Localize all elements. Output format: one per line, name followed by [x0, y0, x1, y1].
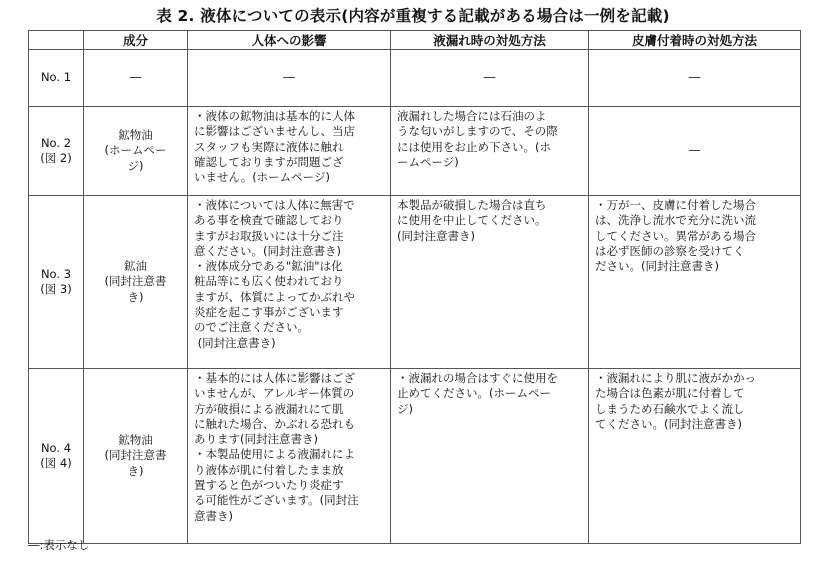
liquid-labeling-table	[28, 30, 801, 544]
row-no-text: No. 3 (図 3)	[40, 266, 72, 296]
header-skin: 皮膚付着時の対処方法	[589, 31, 801, 50]
row-leak: ・液漏れの場合はすぐに使用を 止めてください。(ホームペー ジ)	[391, 369, 589, 544]
row-leak: ―	[391, 50, 589, 107]
header-row	[29, 31, 801, 50]
row-effect: ・基本的には人体に影響はござ いませんが、アレルギー体質の 方が破損による液漏れにて肌 に触れた場合、かぶれる恐れも あります(同封注意書き) ・本製品使用による液漏れによ り液体が肌に付着したまま放 置すると色がついたり炎症す る可能性がございます。(同封注 意書き)	[188, 369, 391, 544]
row-component	[84, 50, 188, 107]
row-component	[84, 196, 188, 369]
row-skin: ・液漏れにより肌に液がかかっ た場合は色素が肌に付着して しまうため石鹸水でよく流し てください。(同封注意書き)	[589, 369, 801, 544]
row-no-text: No. 2 (図 2)	[40, 135, 72, 165]
header-component: 成分	[84, 31, 188, 50]
row-skin: ―	[589, 107, 801, 196]
row-effect: ・液体の鉱物油は基本的に人体 に影響はございませんし、当店 スタッフも実際に液体に触れ 確認しておりますが問題ござ いません。(ホームページ)	[188, 107, 391, 196]
row-skin: ・万が一、皮膚に付着した場合 は、洗浄し流水で充分に洗い流 してください。異常がある場合 は必ず医師の診察を受けてく ださい。(同封注意書き)	[589, 196, 801, 369]
table-row	[29, 369, 801, 544]
row-no	[29, 196, 84, 369]
table-row	[29, 196, 801, 369]
row-effect: ―	[188, 50, 391, 107]
row-component	[84, 107, 188, 196]
footnote: ―:表示なし	[28, 538, 90, 552]
row-no	[29, 50, 84, 107]
row-leak: 本製品が破損した場合は直ち に使用を中止してください。 (同封注意書き)	[391, 196, 589, 369]
row-no-text: No. 4 (図 4)	[40, 440, 72, 470]
table-row	[29, 50, 801, 107]
row-component-text: ―	[129, 70, 142, 85]
row-component-text: 鉱油 (同封注意書 き)	[104, 259, 167, 304]
row-component-text: 鉱物油 (ホームペー ジ)	[104, 128, 167, 173]
table-row	[29, 107, 801, 196]
row-skin: ―	[589, 50, 801, 107]
row-effect: ・液体については人体に無害で ある事を検査で確認しており ますがお取扱いには十分ご注 意ください。(同封注意書き) ・液体成分である"鉱油"は化 粧品等にも広く使われており ますが、体質によってかぶれや 炎症を起こす事がございます のでご注意ください。 (同封注意書き)	[188, 196, 391, 369]
table-title: 表 2. 液体についての表示(内容が重複する記載がある場合は一例を記載)	[156, 7, 670, 25]
row-component	[84, 369, 188, 544]
header-leak: 液漏れ時の対処方法	[391, 31, 589, 50]
header-effect: 人体への影響	[188, 31, 391, 50]
header-no	[29, 31, 84, 50]
row-component-text: 鉱物油 (同封注意書 き)	[104, 433, 167, 478]
row-leak: 液漏れした場合には石油のよ うな匂いがしますので、その際 には使用をお止め下さい。(ホ ームページ)	[391, 107, 589, 196]
row-no	[29, 369, 84, 544]
row-no	[29, 107, 84, 196]
row-no-text: No. 1	[40, 70, 72, 85]
